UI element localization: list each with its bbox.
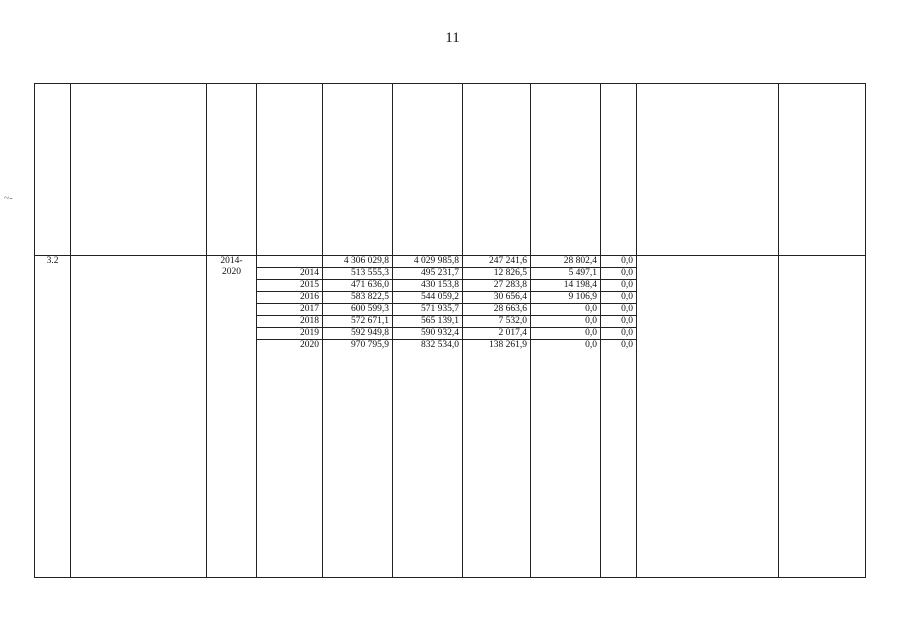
federal-cell: 30 656,4 [463,292,531,304]
regional-cell: 544 059,2 [393,292,463,304]
year-cell: 2019 [257,328,323,340]
total-cell: 583 822,5 [323,292,393,304]
federal-cell: 138 261,9 [463,340,531,578]
other-cell: 0,0 [601,340,637,578]
indicator-cell [637,84,779,256]
other-cell: 0,0 [601,316,637,328]
year-cell: 2016 [257,292,323,304]
regional-cell: 565 139,1 [393,316,463,328]
other-cell: 0,0 [601,304,637,316]
other-cell: 0,0 [601,328,637,340]
measure-name [71,256,207,578]
federal-cell: 247 241,6 [463,256,531,268]
cell-empty [601,84,637,256]
year-cell: 2018 [257,316,323,328]
cell-empty [35,84,71,256]
continuation-row [35,84,866,256]
total-cell: 970 795,9 [323,340,393,578]
year-cell: 2020 [257,340,323,578]
cell-empty [779,84,866,256]
federal-cell: 7 532,0 [463,316,531,328]
total-cell: 592 949,8 [323,328,393,340]
regional-cell: 430 153,8 [393,280,463,292]
measure-number: 3.2 [35,256,71,578]
total-cell: 471 636,0 [323,280,393,292]
year-cell [257,256,323,268]
local-cell: 0,0 [531,316,601,328]
total-cell: 600 599,3 [323,304,393,316]
regional-cell: 571 935,7 [393,304,463,316]
other-cell: 0,0 [601,292,637,304]
federal-cell: 12 826,5 [463,268,531,280]
cell-empty [393,84,463,256]
federal-cell: 28 663,6 [463,304,531,316]
margin-mark: ~- [4,193,13,204]
page-number: 11 [445,30,460,46]
cell-empty [207,84,257,256]
indicator-cell [637,256,779,578]
regional-cell: 4 029 985,8 [393,256,463,268]
cell-empty [71,84,207,256]
responsible-agency [779,256,866,578]
local-cell: 9 106,9 [531,292,601,304]
local-cell: 5 497,1 [531,268,601,280]
year-cell: 2014 [257,268,323,280]
total-cell: 4 306 029,8 [323,256,393,268]
cell-empty [257,84,323,256]
total-cell: 572 671,1 [323,316,393,328]
regional-cell: 832 534,0 [393,340,463,578]
local-cell: 0,0 [531,328,601,340]
federal-cell: 27 283,8 [463,280,531,292]
cell-empty [531,84,601,256]
table-row [35,256,866,268]
local-cell: 14 198,4 [531,280,601,292]
other-cell: 0,0 [601,256,637,268]
local-cell: 28 802,4 [531,256,601,268]
local-cell: 0,0 [531,304,601,316]
local-cell: 0,0 [531,340,601,578]
cell-empty [463,84,531,256]
measure-period: 2014- 2020 [207,256,257,578]
federal-cell: 2 017,4 [463,328,531,340]
total-cell: 513 555,3 [323,268,393,280]
year-cell: 2015 [257,280,323,292]
year-cell: 2017 [257,304,323,316]
other-cell: 0,0 [601,280,637,292]
cell-empty [323,84,393,256]
program-table [34,83,866,578]
regional-cell: 495 231,7 [393,268,463,280]
other-cell: 0,0 [601,268,637,280]
regional-cell: 590 932,4 [393,328,463,340]
